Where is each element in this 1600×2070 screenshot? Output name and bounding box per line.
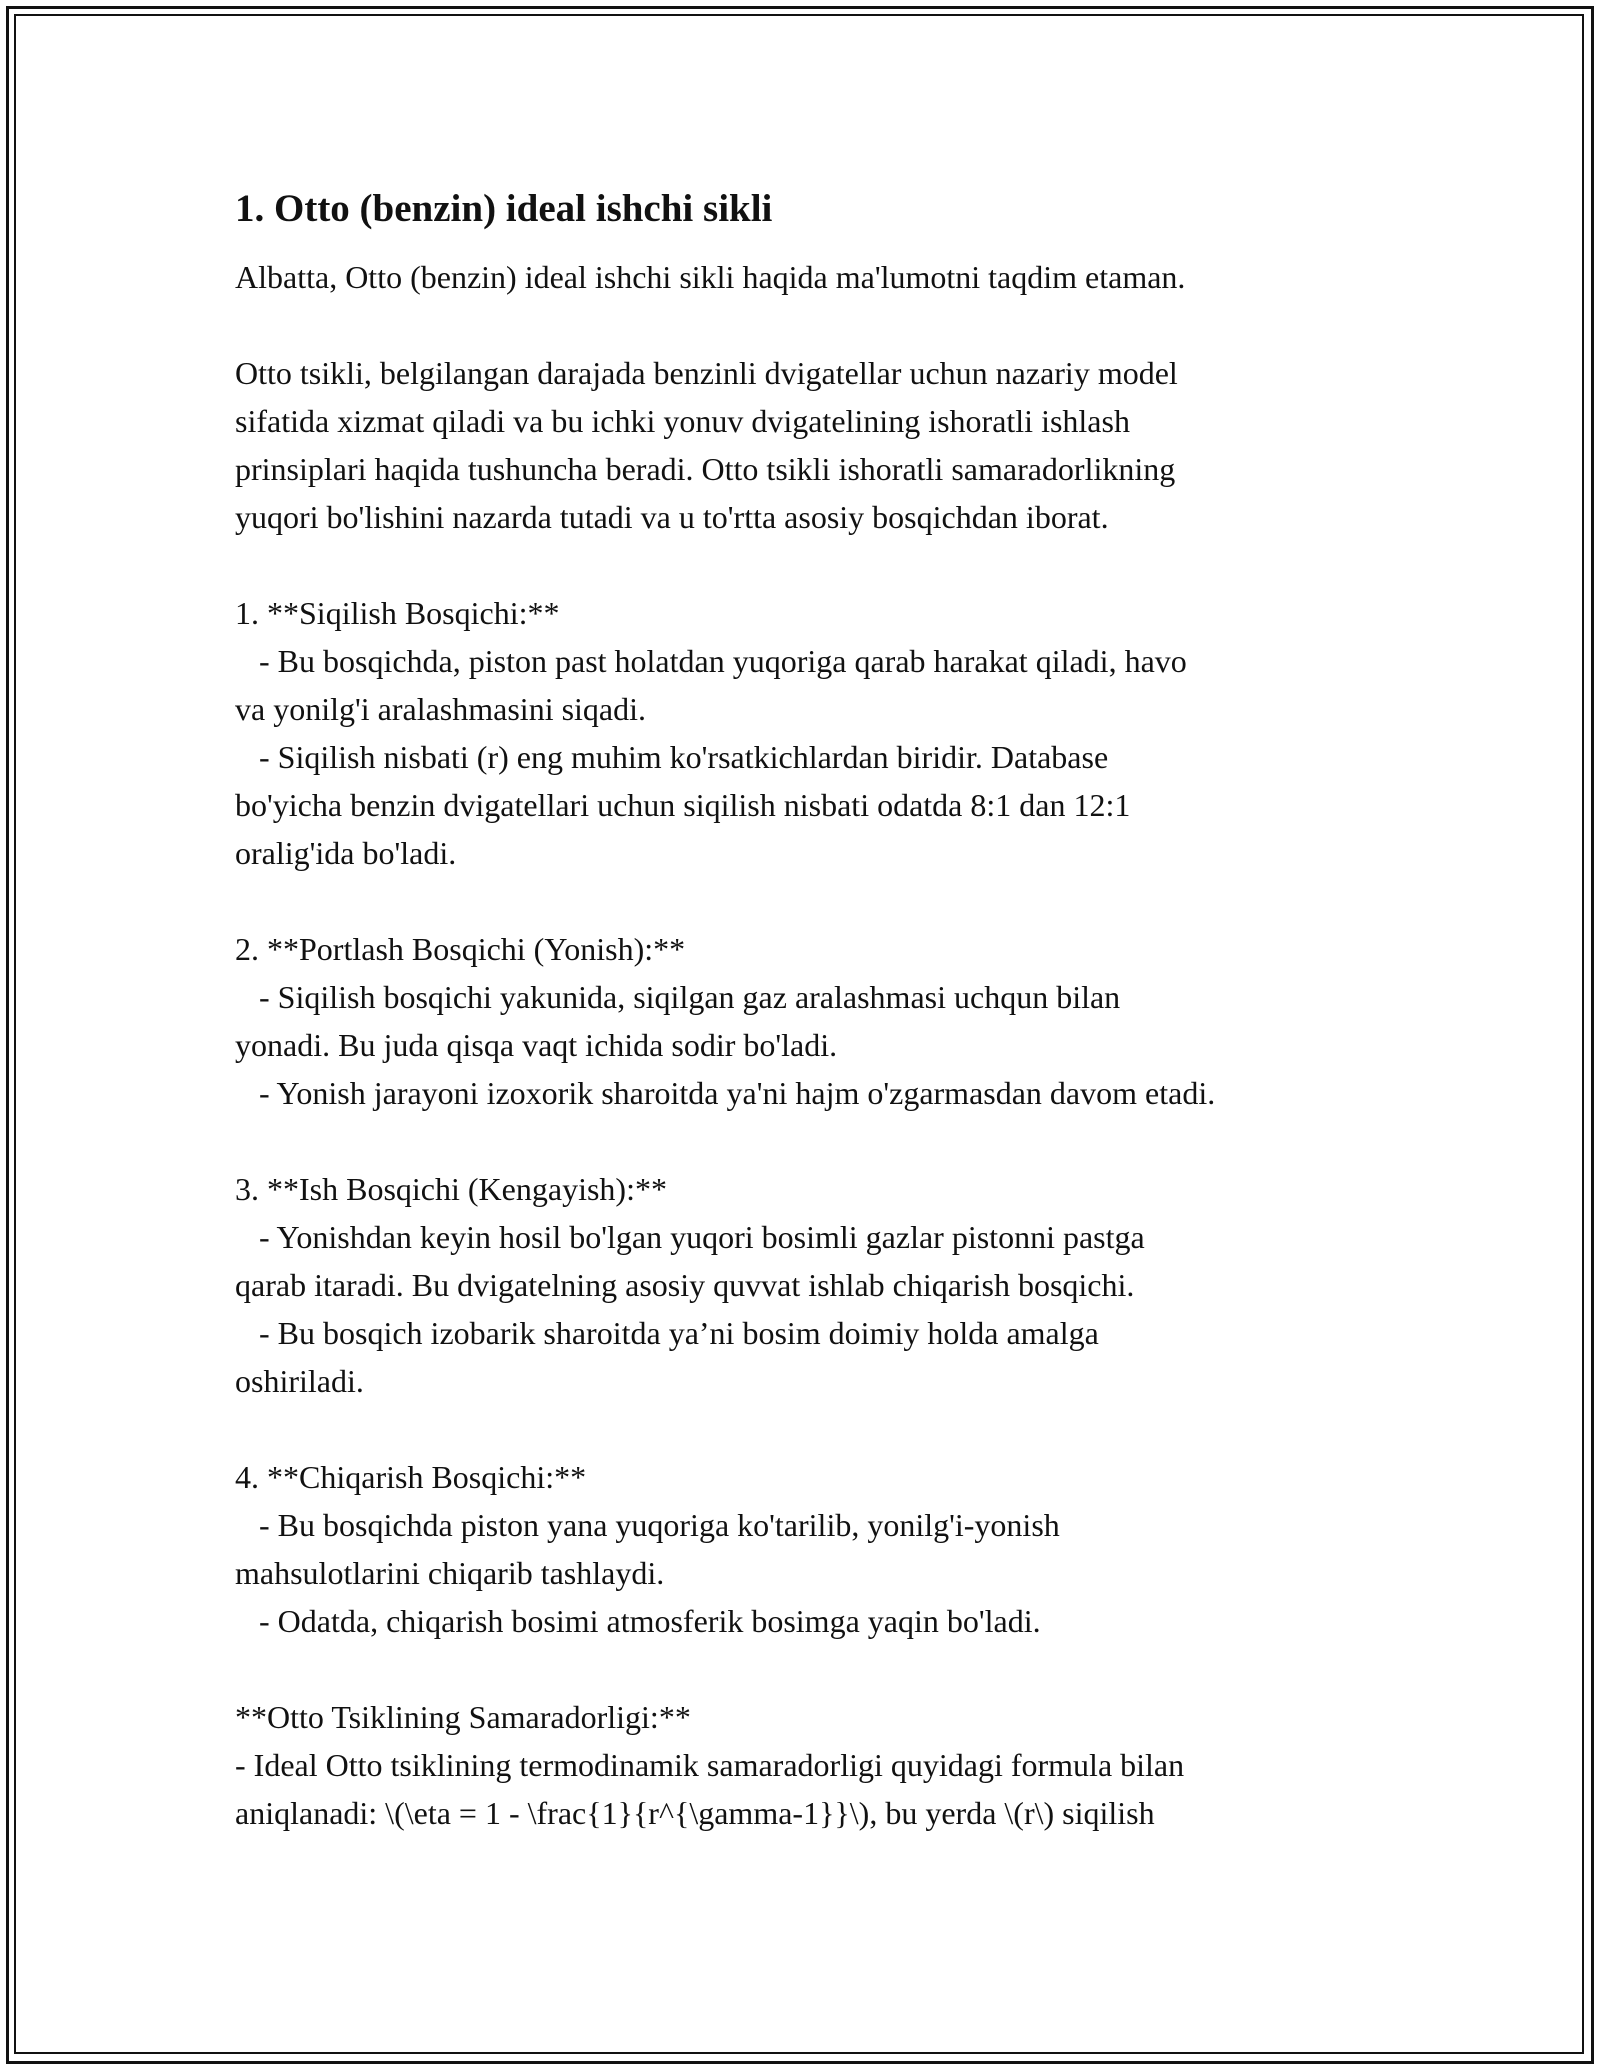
section-compression [235, 589, 1395, 877]
overview-line: yuqori bo'lishini nazarda tutadi va u to'rtta asosiy bosqichdan iborat. [235, 499, 1109, 535]
paragraph-gap [235, 877, 1395, 925]
section-line: mahsulotlarini chiqarib tashlaydi. [235, 1555, 665, 1591]
section-line: - Bu bosqich izobarik sharoitda ya’ni bosim doimiy holda amalga [235, 1315, 1099, 1351]
section-heading: 2. **Portlash Bosqichi (Yonish):** [235, 931, 686, 967]
document-title: 1. Otto (benzin) ideal ishchi sikli [235, 187, 773, 230]
overview-line: prinsiplari haqida tushuncha beradi. Otto tsikli ishoratli samaradorlikning [235, 451, 1176, 487]
section-line: yonadi. Bu juda qisqa vaqt ichida sodir bo'ladi. [235, 1027, 838, 1063]
intro-paragraph: Albatta, Otto (benzin) ideal ishchi sikli haqida ma'lumotni taqdim etaman. [235, 259, 1186, 295]
section-line: - Siqilish nisbati (r) eng muhim ko'rsatkichlardan biridir. Database [235, 739, 1109, 775]
section-heading: **Otto Tsiklining Samaradorligi:** [235, 1699, 691, 1735]
paragraph-gap [235, 1645, 1395, 1693]
paragraph-gap [235, 301, 1395, 349]
section-line: bo'yicha benzin dvigatellari uchun siqilish nisbati odatda 8:1 dan 12:1 [235, 787, 1131, 823]
section-line: va yonilg'i aralashmasini siqadi. [235, 691, 647, 727]
section-line: - Bu bosqichda piston yana yuqoriga ko'tarilib, yonilg'i-yonish [235, 1507, 1060, 1543]
section-line: qarab itaradi. Bu dvigatelning asosiy quvvat ishlab chiqarish bosqichi. [235, 1267, 1135, 1303]
section-line: - Siqilish bosqichi yakunida, siqilgan gaz aralashmasi uchqun bilan [235, 979, 1121, 1015]
document-body [235, 185, 1395, 1837]
section-line: - Bu bosqichda, piston past holatdan yuqoriga qarab harakat qiladi, havo [235, 643, 1187, 679]
overview-line: Otto tsikli, belgilangan darajada benzinli dvigatellar uchun nazariy model [235, 355, 1178, 391]
paragraph-gap [235, 541, 1395, 589]
paragraph-gap [235, 1405, 1395, 1453]
section-heading: 4. **Chiqarish Bosqichi:** [235, 1459, 587, 1495]
section-line: - Yonish jarayoni izoxorik sharoitda ya'ni hajm o'zgarmasdan davom etadi. [235, 1075, 1216, 1111]
section-line: - Odatda, chiqarish bosimi atmosferik bosimga yaqin bo'ladi. [235, 1603, 1041, 1639]
overview-line: sifatida xizmat qiladi va bu ichki yonuv dvigatelining ishoratli ishlash [235, 403, 1130, 439]
overview-paragraph [235, 349, 1395, 541]
section-heading: 3. **Ish Bosqichi (Kengayish):** [235, 1171, 667, 1207]
section-heading: 1. **Siqilish Bosqichi:** [235, 595, 560, 631]
section-combustion [235, 925, 1395, 1117]
section-exhaust [235, 1453, 1395, 1645]
section-efficiency [235, 1693, 1395, 1837]
section-line: oralig'ida bo'ladi. [235, 835, 457, 871]
section-line: oshiriladi. [235, 1363, 364, 1399]
section-line: - Yonishdan keyin hosil bo'lgan yuqori bosimli gazlar pistonni pastga [235, 1219, 1145, 1255]
paragraph-gap [235, 1117, 1395, 1165]
section-line: aniqlanadi: \(\eta = 1 - \frac{1}{r^{\gamma-1}}\), bu yerda \(r\) siqilish [235, 1795, 1155, 1831]
section-line: - Ideal Otto tsiklining termodinamik samaradorligi quyidagi formula bilan [235, 1747, 1185, 1783]
section-expansion [235, 1165, 1395, 1405]
